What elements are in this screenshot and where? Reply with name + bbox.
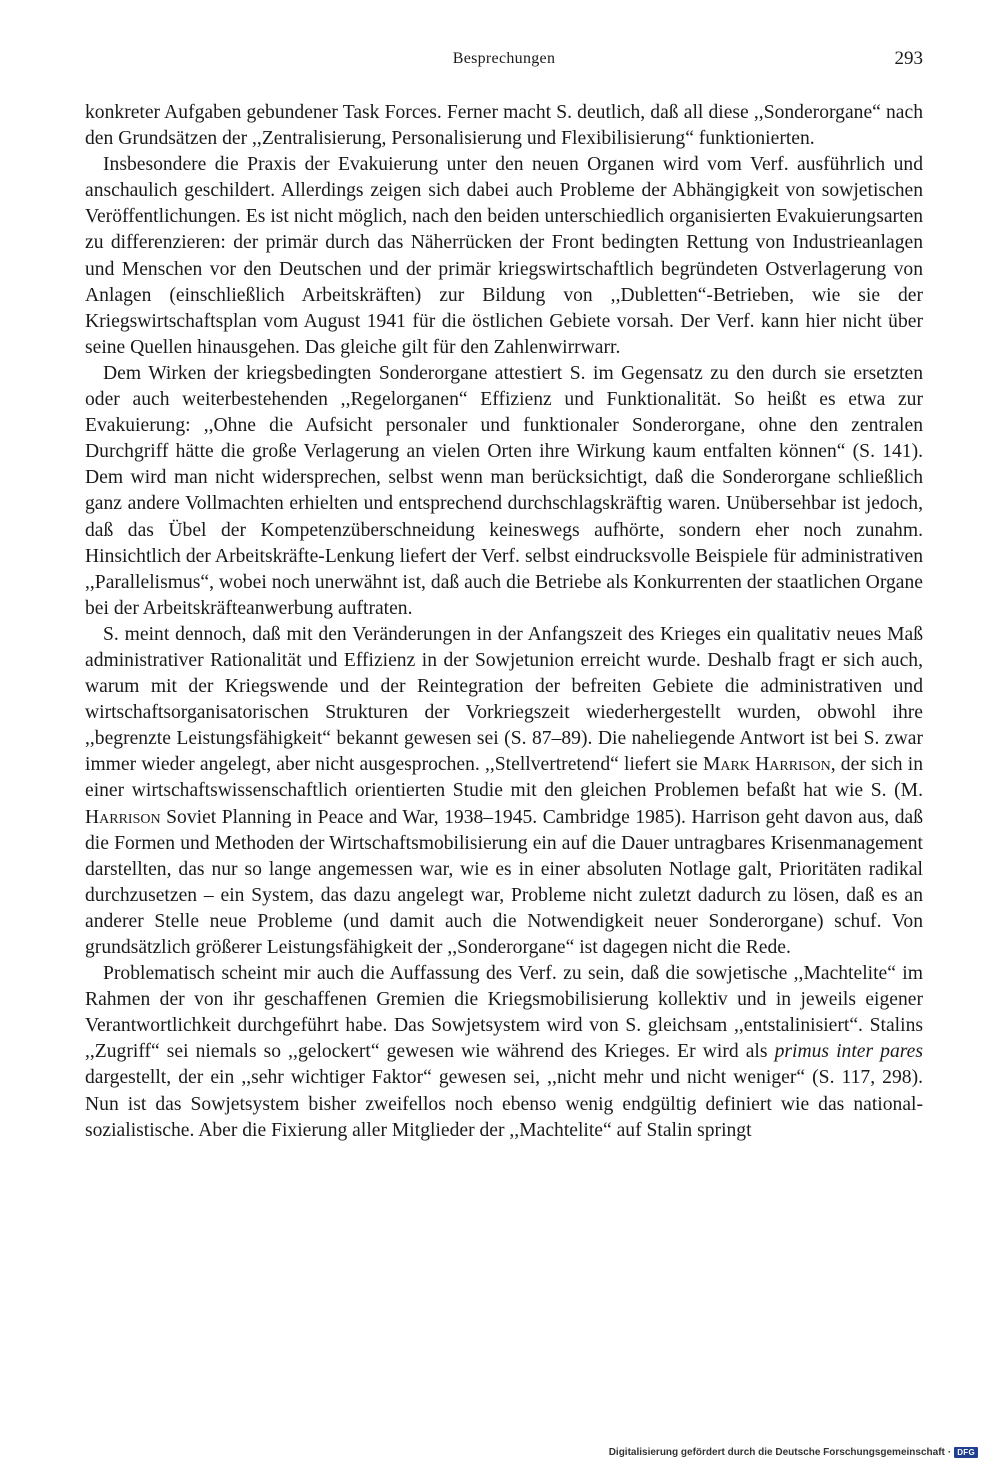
author-name-harrison: Mark Harrison [702, 754, 831, 776]
paragraph-5-text-b: dargestellt, der ein ,,sehr wichtiger Faktor“ gewesen sei, ,,nicht mehr und nicht weniger“ (S. 117, 298). Nun ist das Sowjetsystem bisher zweifellos noch ebenso wenig endgültig definiert wie das nationalsozialistische. Aber die Fixierung aller Mitglieder der ,,Machtelite“ auf Stalin springt [85, 1067, 923, 1141]
running-header [85, 48, 923, 74]
paragraph-4-text-c: Soviet Planning in Peace and War, 1938–1945. Cambridge 1985). Harrison geht davon aus, daß die Formen und Methoden der Wirtschaftsmobilisierung ein auf die Dauer untragbares Krisenmanagement darstellten, das nur so lange angemessen war, wie es in einer absoluten Notlage galt, Prioritäten radikal durchzusetzen – ein System, das dazu angelegt war, Probleme nicht zuletzt dadurch zu lösen, daß es an anderer Stelle neue Probleme (und damit auch die Notwendigkeit neuer Sonderorgane) schuf. Von grundsätzlich größerer Leistungsfähigkeit der ,,Sonderorgane“ ist dagegen nicht die Rede. [85, 806, 923, 958]
paragraph-4 [85, 622, 923, 961]
paragraph-4-text-a: S. meint dennoch, daß mit den Veränderungen in der Anfangszeit des Krieges ein qualitativ neues Maß administrativer Rationalität und Effizienz in der Sowjetunion erreicht wurde. Deshalb fragt er sich auch, warum mit der Kriegswende und der Reintegration der befreiten Gebiete die administrativen und wirtschaftsorganisatorischen Strukturen der Vorkriegszeit wiederhergestellt wurden, obwohl ihre ,,begrenzte Leistungsfähigkeit“ bekannt gewesen sei (S. 87–89). Die naheliegende Antwort ist bei S. zwar immer wieder angelegt, aber nicht ausgesprochen. ,,Stellvertretend“ liefert sie [85, 623, 923, 776]
dfg-logo: DFG [954, 1447, 978, 1458]
page-number: 293 [894, 48, 923, 69]
latin-phrase: primus inter pares [774, 1041, 923, 1063]
running-title: Besprechungen [452, 50, 556, 67]
digitization-note: Digitalisierung gefördert durch die Deutsche Forschungsgemeinschaft [608, 1447, 945, 1458]
paragraph-5 [85, 961, 923, 1144]
paragraph-1: konkreter Aufgaben gebundener Task Forces. Ferner macht S. deutlich, daß all diese ,,Sonderorgane“ nach den Grundsätzen der ,,Zentralisierung, Personalisierung und Flexibilisierung“ funktionierten. [85, 102, 923, 150]
footer-separator: · [947, 1447, 952, 1458]
body-text [85, 100, 923, 1144]
digitization-footer [609, 1447, 978, 1458]
paragraph-3: Dem Wirken der kriegsbedingten Sonderorgane attestiert S. im Gegensatz zu den durch sie ersetzten oder auch weiterbestehenden ,,Regelorganen“ Effizienz und Funktionalität. So heißt es etwa zur Evakuierung: ,,Ohne die Aufsicht personaler und funktionaler Sonderorgane, ohne den zentralen Durchgriff hätte die große Verlagerung an vielen Orten ihre Wirkung kaum entfalten können“ (S. 141). Dem wird man nicht widersprechen, selbst wenn man berücksichtigt, daß die Sonderorgane schließlich ganz andere Vollmachten erhielten und entsprechend durchschlagskräftig waren. Unübersehbar ist jedoch, daß das Übel der Kompetenzüberschneidung keineswegs aufhörte, sondern eher noch zunahm. Hinsichtlich der Arbeitskräfte-Lenkung liefert der Verf. selbst eindrucksvolle Beispiele für administrativen ,,Parallelismus“, wobei noch unerwähnt ist, daß auch die Betriebe als Konkurrenten der staatlichen Organe bei der Arbeitskräfteanwerbung auftraten. [85, 362, 923, 619]
paragraph-5-text-a: Problematisch scheint mir auch die Auffassung des Verf. zu sein, daß die sowjetische ,,Machtelite“ im Rahmen der von ihr geschaffenen Gremien die Kriegsmobilisierung kollektiv und in jeweils eigener Verantwortlichkeit durchgeführt habe. Das Sowjetsystem wird von S. gleichsam ,,entstalinisiert“. Stalins ,,Zugriff“ sei niemals so ,,gelockert“ gewesen wie während des Krieges. Er wird als [85, 963, 923, 1063]
author-name-harrison-citation: Harrison [85, 806, 161, 828]
paragraph-4-text-b: , der sich in einer wirtschaftswissenschaftlich orientierten Studie mit den gleichen Problemen befaßt hat wie S. (M. [85, 754, 924, 802]
paragraph-2: Insbesondere die Praxis der Evakuierung unter den neuen Organen wird vom Verf. ausführlich und anschaulich geschildert. Allerdings zeigen sich dabei auch Probleme der Abhängigkeit von sowjetischen Veröffentlichungen. Es ist nicht möglich, nach den beiden unterschiedlich organisierten Evakuierungsarten zu differenzieren: der primär durch das Näherrücken der Front bedingten Rettung von Industrieanlagen und Menschen vor den Deutschen und der primär kriegswirtschaftlich begründeten Ostverlagerung von Anlagen (einschließlich Arbeitskräften) zur Bildung von ,,Dubletten“-Betrieben, wie sie der Kriegswirtschaftsplan vom August 1941 für die östlichen Gebiete vorsah. Der Verf. kann hier nicht über seine Quellen hinausgehen. Das gleiche gilt für den Zahlenwirrwarr. [85, 154, 923, 358]
